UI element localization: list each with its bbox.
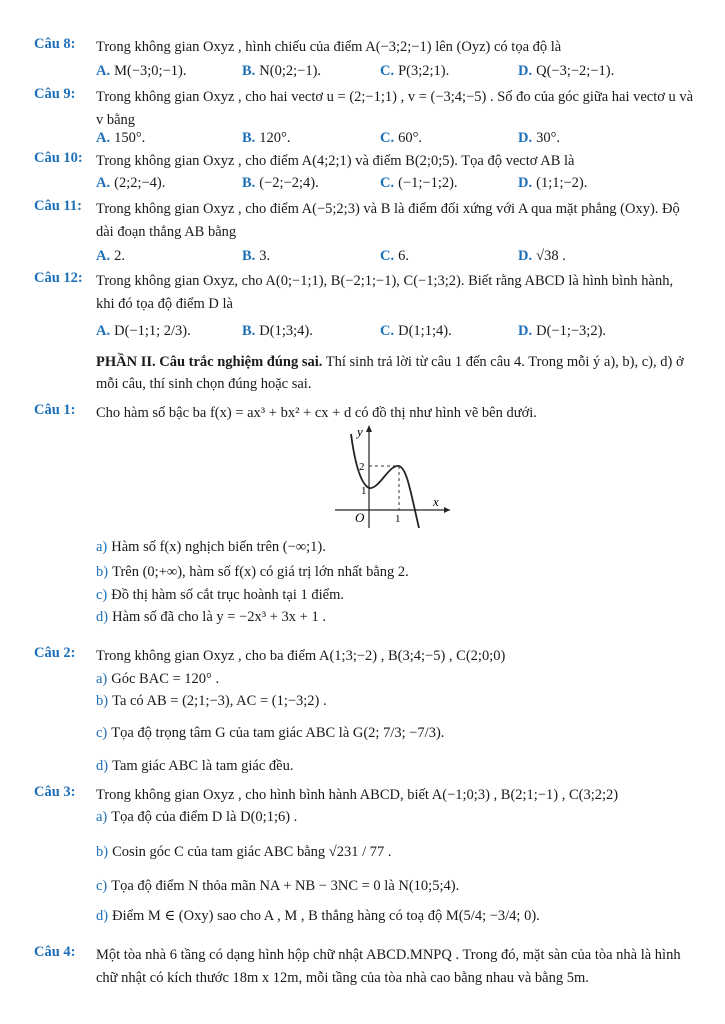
tf1-item-a[interactable]: a) Hàm số f(x) nghịch biến trên (−∞;1). — [96, 539, 326, 555]
question-label: Câu 2: — [34, 645, 76, 661]
option-d[interactable]: D. √38 . — [518, 248, 566, 264]
option-c[interactable]: C. 60°. — [380, 130, 423, 146]
origin-label: O — [355, 510, 365, 525]
option-d[interactable]: D. D(−1;−3;2). — [518, 323, 607, 339]
tick-label-x1: 1 — [395, 513, 401, 525]
question-text: Trong không gian Oxyz , cho điểm A(−5;2;3) và B là điểm đối xứng với A qua mặt phẳng (Oxy). Độ dài đoạn thẳng AB bằng — [96, 201, 680, 240]
option-a[interactable]: A. (2;2;−4). — [96, 175, 166, 191]
option-c[interactable]: C. 6. — [380, 248, 409, 264]
question-text: Trong không gian Oxyz , cho hai vectơ u = (2;−1;1) , v = (−3;4;−5) . Số đo của góc giữa hai vectơ u và v bằng — [96, 89, 694, 128]
tf3-item-b[interactable]: b) Cosin góc C của tam giác ABC bằng √231 / 77 . — [96, 844, 392, 860]
option-b[interactable]: B. N(0;2;−1). — [242, 63, 322, 79]
tf3-item-d[interactable]: d) Điểm M ∈ (Oxy) sao cho A , M , B thẳng hàng có toạ độ M(5/4; −3/4; 0). — [96, 908, 540, 924]
tf2-item-b[interactable]: b) Ta có AB = (2;1;−3), AC = (1;−3;2) . — [96, 693, 327, 709]
option-d[interactable]: D. Q(−3;−2;−1). — [518, 63, 615, 79]
option-a[interactable]: A. M(−3;0;−1). — [96, 63, 187, 79]
option-a[interactable]: A. D(−1;1; 2/3). — [96, 323, 191, 339]
question-label: Câu 4: — [34, 944, 76, 960]
x-axis-label: x — [433, 494, 439, 509]
tick-label-y2: 2 — [359, 461, 365, 473]
question-label: Câu 11: — [34, 198, 82, 214]
option-b[interactable]: B. (−2;−2;4). — [242, 175, 319, 191]
tf1-item-b[interactable]: b) Trên (0;+∞), hàm số f(x) có giá trị lớn nhất bằng 2. — [96, 564, 409, 580]
section-2-title: PHẦN II. Câu trắc nghiệm đúng sai. — [96, 354, 323, 370]
tf2-item-d[interactable]: d) Tam giác ABC là tam giác đều. — [96, 758, 294, 774]
question-text: Một tòa nhà 6 tầng có dạng hình hộp chữ nhật ABCD.MNPQ . Trong đó, mặt sàn của tòa nhà là hình chữ nhật có kích thước 18m x 12m, mỗi tầng của tòa nhà cao bằng nhau và bằng 5m. — [96, 947, 681, 986]
tf2-item-c[interactable]: c) Tọa độ trọng tâm G của tam giác ABC là G(2; 7/3; −7/3). — [96, 725, 445, 741]
tf2-item-a[interactable]: a) Góc BAC = 120° . — [96, 671, 220, 687]
option-d[interactable]: D. (1;1;−2). — [518, 175, 588, 191]
question-label: Câu 10: — [34, 150, 83, 166]
section-2-intro — [96, 351, 695, 395]
question-label: Câu 3: — [34, 784, 76, 800]
option-c[interactable]: C. D(1;1;4). — [380, 323, 452, 339]
question-label: Câu 9: — [34, 86, 76, 102]
option-a[interactable]: A. 150°. — [96, 130, 146, 146]
question-text: Trong không gian Oxyz , cho hình bình hành ABCD, biết A(−1;0;3) , B(2;1;−1) , C(3;2;2) — [96, 787, 619, 803]
question-label: Câu 8: — [34, 36, 76, 52]
option-c[interactable]: C. (−1;−1;2). — [380, 175, 458, 191]
question-text: Trong không gian Oxyz , cho ba điểm A(1;3;−2) , B(3;4;−5) , C(2;0;0) — [96, 648, 506, 664]
option-c[interactable]: C. P(3;2;1). — [380, 63, 450, 79]
tf3-item-a[interactable]: a) Tọa độ của điểm D là D(0;1;6) . — [96, 809, 298, 825]
question-label: Câu 12: — [34, 270, 83, 286]
question-text: Trong không gian Oxyz, cho A(0;−1;1), B(−2;1;−1), C(−1;3;2). Biết rằng ABCD là hình bình hành, khi đó tọa độ điểm D là — [96, 273, 674, 312]
question-text: Cho hàm số bậc ba f(x) = ax³ + bx² + cx + d có đồ thị như hình vẽ bên dưới. — [96, 405, 537, 421]
option-a[interactable]: A. 2. — [96, 248, 125, 264]
x-axis-arrow — [444, 507, 450, 513]
option-b[interactable]: B. 3. — [242, 248, 271, 264]
cubic-function-graph — [335, 424, 455, 528]
option-b[interactable]: B. 120°. — [242, 130, 291, 146]
question-text: Trong không gian Oxyz , cho điểm A(4;2;1) và điểm B(2;0;5). Tọa độ vectơ AB là — [96, 153, 575, 169]
tf1-item-c[interactable]: c) Đồ thị hàm số cắt trục hoành tại 1 điểm. — [96, 587, 345, 603]
tick-label-y1: 1 — [361, 485, 367, 497]
question-text: Trong không gian Oxyz , hình chiếu của điểm A(−3;2;−1) lên (Oyz) có tọa độ là — [96, 39, 562, 55]
option-d[interactable]: D. 30°. — [518, 130, 561, 146]
option-b[interactable]: B. D(1;3;4). — [242, 323, 313, 339]
tf3-item-c[interactable]: c) Tọa độ điểm N thỏa mãn NA + NB − 3NC = 0 là N(10;5;4). — [96, 878, 460, 894]
question-label: Câu 1: — [34, 402, 76, 418]
tf1-item-d[interactable]: d) Hàm số đã cho là y = −2x³ + 3x + 1 . — [96, 609, 326, 625]
section-2-text: Thí sinh trả lời từ câu 1 đến câu 4. Trong mỗi ý a), b), c), d) ở mỗi câu, thí sinh chọn đúng hoặc sai. — [96, 354, 684, 392]
y-axis-arrow — [366, 425, 372, 432]
y-axis-label: y — [357, 424, 363, 439]
